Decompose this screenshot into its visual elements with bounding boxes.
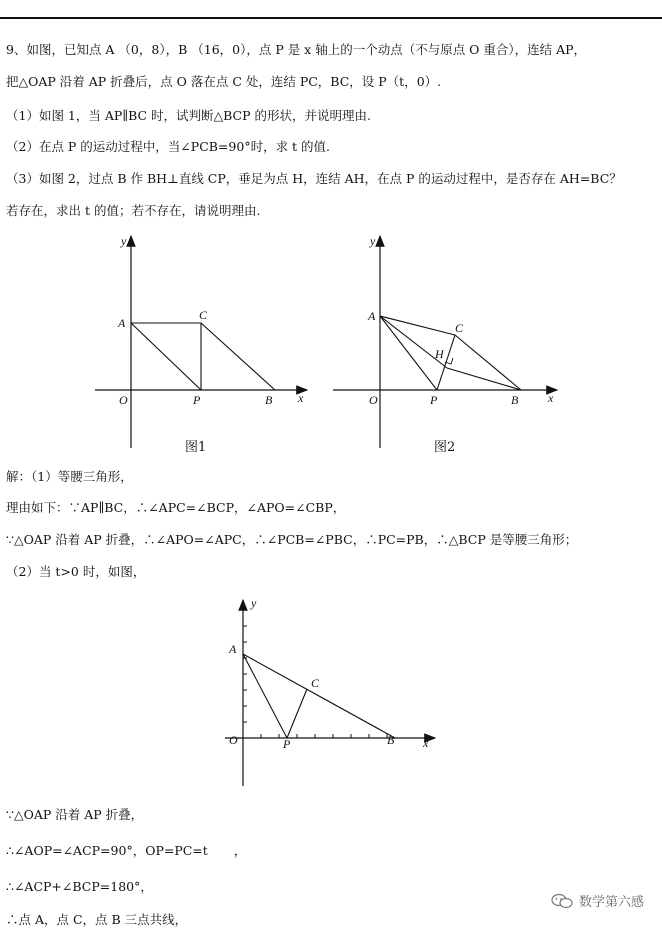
figure-1 [85, 228, 325, 458]
question-3-line-1: （3）如图 2，过点 B 作 BH⊥直线 CP，垂足为点 H，连结 AH，在点 P 的运动过程中，是否存在 AH=BC？ [6, 171, 622, 186]
problem-line-2: 把△OAP 沿着 AP 折叠后，点 O 落在点 C 处，连结 PC，BC，设 P（t，0）. [6, 74, 442, 89]
figure-3 [215, 594, 445, 790]
label-O: O [229, 733, 238, 747]
problem-line-1: 9、如图，已知点 A （0，8），B （16，0），点 P 是 x 轴上的一个动点（不与原点 O 重合），连结 AP， [6, 42, 587, 57]
solution-line-1: 解：（1）等腰三角形， [6, 469, 133, 484]
label-B: B [511, 393, 519, 407]
solution-line-4: （2）当 t>0 时，如图， [6, 564, 146, 579]
top-rule [0, 17, 662, 19]
figure-1-caption: 图1 [185, 440, 207, 455]
solution-line-2: 理由如下：∵AP∥BC，∴∠APC=∠BCP，∠APO=∠CBP， [6, 500, 346, 515]
label-x: x [298, 391, 304, 405]
label-B: B [265, 393, 273, 407]
label-H: H [435, 347, 444, 361]
segment-AP [131, 323, 201, 390]
watermark-text: 数学第六感 [578, 895, 644, 910]
solution-line-6-text: ∴∠AOP=∠ACP=90°，OP=PC=t [6, 843, 208, 858]
label-x: x [548, 391, 554, 405]
solution-line-3: ∵△OAP 沿着 AP 折叠，∴∠APO=∠APC，∴∠PCB=∠PBC，∴PC=PB，∴△BCP 是等腰三角形； [6, 532, 578, 547]
label-P: P [283, 737, 291, 751]
label-y: y [251, 596, 257, 610]
segment-CB [455, 335, 521, 390]
label-P: P [193, 393, 201, 407]
segment-PC [287, 689, 307, 738]
label-y: y [121, 234, 127, 248]
question-3-line-2: 若存在，求出 t 的值；若不存在，请说明理由. [6, 203, 261, 218]
solution-line-6-comma: ， [233, 843, 247, 858]
solution-line-5: ∵△OAP 沿着 AP 折叠， [6, 807, 144, 822]
label-x: x [423, 736, 429, 750]
label-C: C [311, 676, 320, 690]
wechat-icon [551, 893, 573, 909]
label-A: A [368, 309, 376, 323]
label-C: C [455, 321, 464, 335]
label-y: y [370, 234, 376, 248]
watermark [551, 891, 644, 910]
label-C: C [199, 308, 208, 322]
segment-HB [447, 368, 521, 390]
solution-line-7: ∴∠ACP+∠BCP=180°， [6, 879, 153, 894]
segment-AB [243, 654, 395, 738]
figure-2 [325, 228, 565, 458]
label-A: A [229, 642, 237, 656]
label-A: A [118, 316, 126, 330]
label-B: B [387, 733, 395, 747]
question-1: （1）如图 1，当 AP∥BC 时，试判断△BCP 的形状，并说明理由. [6, 108, 371, 123]
segment-CB [201, 323, 275, 390]
segment-AC [380, 316, 455, 335]
y-axis-ticks [243, 610, 247, 722]
label-P: P [430, 393, 438, 407]
solution-line-6 [6, 843, 246, 859]
label-O: O [119, 393, 128, 407]
question-2: （2）在点 P 的运动过程中，当∠PCB=90°时，求 t 的值. [6, 139, 331, 154]
figure-2-caption: 图2 [434, 440, 456, 455]
solution-line-8: ∴点 A，点 C，点 B 三点共线， [6, 912, 188, 927]
label-O: O [369, 393, 378, 407]
